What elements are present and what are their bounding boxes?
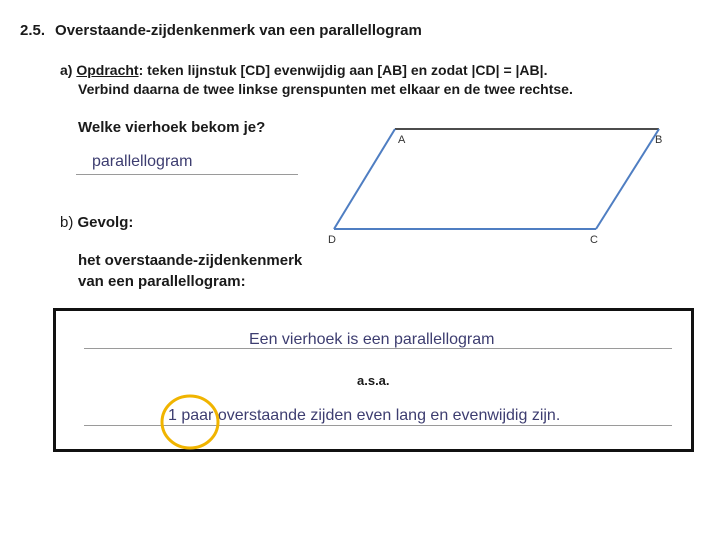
vertex-label-c: C [590, 234, 598, 246]
part-a-answer: parallellogram [92, 153, 193, 170]
result-connector: a.s.a. [357, 373, 390, 388]
result-statement-rest: overstaande zijden even lang en evenwijdig zijn. [213, 407, 561, 424]
part-a-instruction-line2: Verbind daarna de twee linkse grenspunten met elkaar en de twee rechtse. [78, 81, 573, 97]
result-statement-line1: Een vierhoek is een parallellogram [249, 331, 495, 348]
part-b-label: b) [60, 214, 74, 231]
vertex-label-d: D [328, 234, 336, 246]
result-statement-prefix: 1 paar [168, 407, 214, 424]
segment-ad [334, 129, 395, 229]
part-a-instruction-text: : teken lijnstuk [CD] evenwijdig aan [AB] en zodat |CD| = |AB|. [138, 62, 548, 78]
result-answer-line2 [84, 425, 672, 426]
segment-bc [596, 129, 659, 229]
part-a-label: a) [60, 62, 73, 78]
vertex-label-b: B [655, 134, 663, 146]
part-a-question: Welke vierhoek bekom je? [78, 119, 266, 136]
part-a-keyword: Opdracht [76, 62, 139, 78]
result-statement-line2 [168, 407, 560, 425]
section-number: 2.5. [20, 22, 46, 39]
part-b-heading-text: Gevolg: [77, 214, 134, 231]
vertex-label-a: A [398, 134, 406, 146]
part-b-text-line2: van een parallellogram: [78, 273, 246, 290]
section-title-text: Overstaande-zijdenkenmerk van een parallellogram [55, 22, 422, 39]
part-b-heading [60, 214, 133, 231]
part-b-text-line1: het overstaande-zijdenkenmerk [78, 252, 303, 269]
